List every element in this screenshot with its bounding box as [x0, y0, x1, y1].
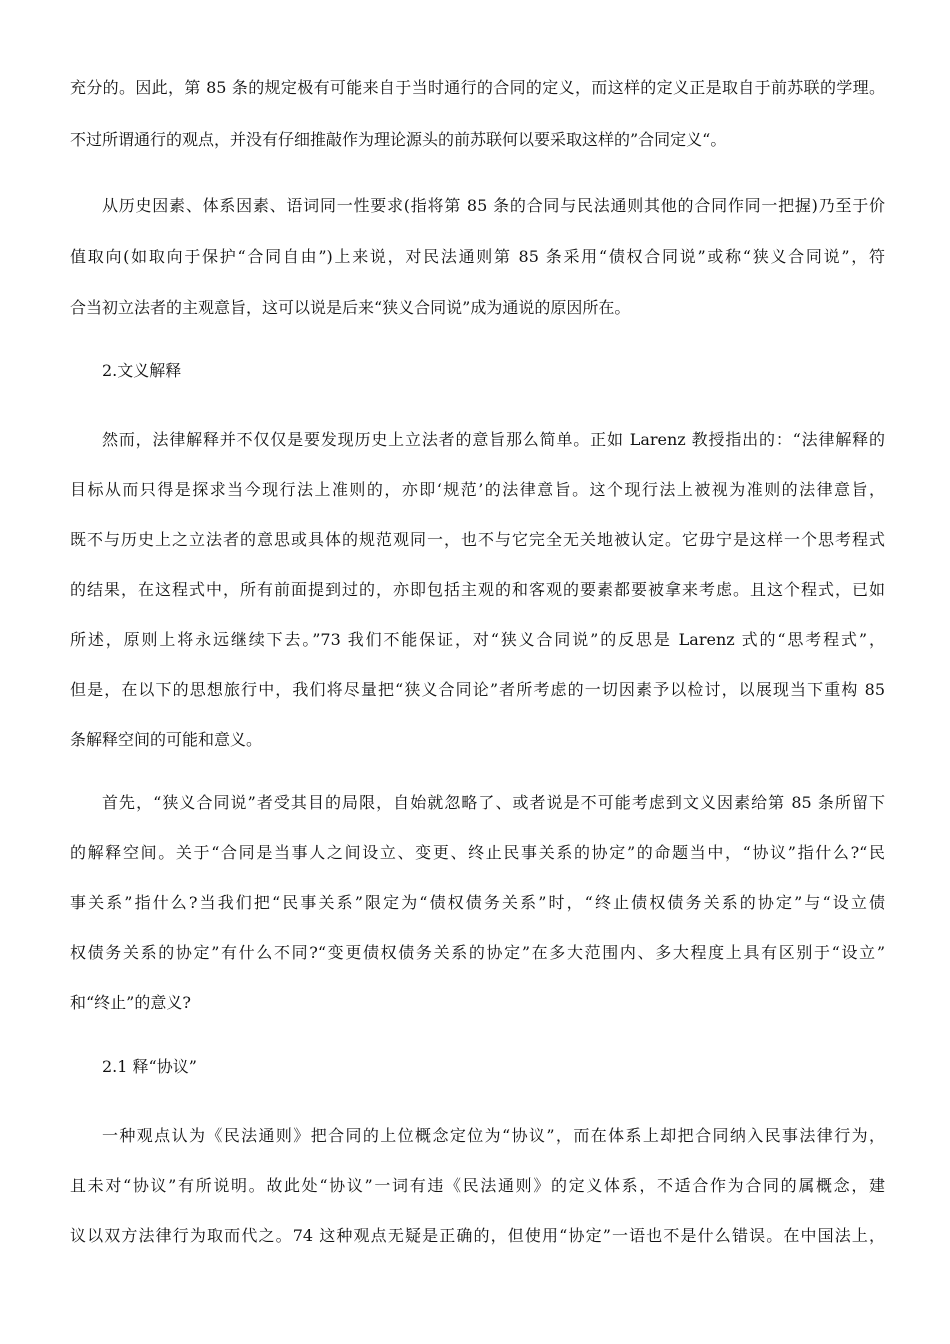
- text-line: 的结果，在这程式中，所有前面提到过的，亦即包括主观的和客观的要素都要被拿来考虑。且这个程式，已如: [70, 580, 885, 599]
- paragraph-larenz: [70, 418, 885, 762]
- paragraph-continuation: [70, 66, 885, 162]
- text-line: 从历史因素、体系因素、语词同一性要求(指将第 85 条的合同与民法通则其他的合同作同一把握)乃至于价: [102, 196, 885, 215]
- text-line: 权债务关系的协定”有什么不同?“变更债权债务关系的协定”在多大范围内、多大程度上具有区别于“设立”: [70, 943, 885, 962]
- text-line: 且未对“协议”有所说明。故此处“协议”一词有违《民法通则》的定义体系，不适合作为合同的属概念，建: [70, 1176, 885, 1195]
- text-line: 条解释空间的可能和意义。: [70, 730, 263, 749]
- text-line: 目标从而只得是探求当今现行法上准则的，亦即‘规范’的法律意旨。这个现行法上被视为准则的法律意旨，: [70, 480, 885, 499]
- text-line: 然而，法律解释并不仅仅是要发现历史上立法者的意旨那么简单。正如 Larenz 教授指出的：“法律解释的: [102, 430, 885, 449]
- section-heading-literal-interpretation: 2.文义解释: [102, 361, 182, 380]
- text-line: 的解释空间。关于“合同是当事人之间设立、变更、终止民事关系的协定”的命题当中，“协议”指什么?“民: [70, 843, 885, 862]
- text-line: 和“终止”的意义?: [70, 993, 191, 1012]
- text-line: 议以双方法律行为取而代之。74 这种观点无疑是正确的，但使用“协定”一语也不是什么错误。在中国法上，: [70, 1226, 885, 1245]
- text-line: 既不与历史上之立法者的意思或具体的规范观同一，也不与它完全无关地被认定。它毋宁是这样一个思考程式: [70, 530, 885, 549]
- text-line: 首先，“狭义合同说”者受其目的局限，自始就忽略了、或者说是不可能考虑到文义因素给第 85 条所留下: [102, 793, 885, 812]
- text-line: 不过所谓通行的观点，并没有仔细推敲作为理论源头的前苏联何以要采取这样的”合同定义“。: [70, 130, 727, 149]
- text-line: 但是，在以下的思想旅行中，我们将尽量把“狭义合同论”者所考虑的一切因素予以检讨，以展现当下重构 85: [70, 680, 885, 699]
- section-heading-agreement: 2.1 释“协议”: [102, 1057, 197, 1076]
- paragraph-agreement-view: [70, 1114, 885, 1258]
- paragraph-historical-factors: [70, 184, 885, 330]
- text-line: 事关系”指什么?当我们把“民事关系”限定为“债权债务关系”时，“终止债权债务关系的协定”与“设立债: [70, 893, 885, 912]
- text-line: 所述，原则上将永远继续下去。”73 我们不能保证，对“狭义合同说”的反思是 Larenz 式的“思考程式”，: [70, 630, 885, 649]
- text-line: 值取向(如取向于保护“合同自由”)上来说，对民法通则第 85 条采用“债权合同说”或称“狭义合同说”，符: [70, 247, 885, 266]
- text-line: 合当初立法者的主观意旨，这可以说是后来“狭义合同说”成为通说的原因所在。: [70, 298, 631, 317]
- paragraph-first-point: [70, 781, 885, 1025]
- text-line: 充分的。因此，第 85 条的规定极有可能来自于当时通行的合同的定义，而这样的定义正是取自于前苏联的学理。: [70, 78, 885, 97]
- text-line: 一种观点认为《民法通则》把合同的上位概念定位为“协议”，而在体系上却把合同纳入民事法律行为，: [102, 1126, 885, 1145]
